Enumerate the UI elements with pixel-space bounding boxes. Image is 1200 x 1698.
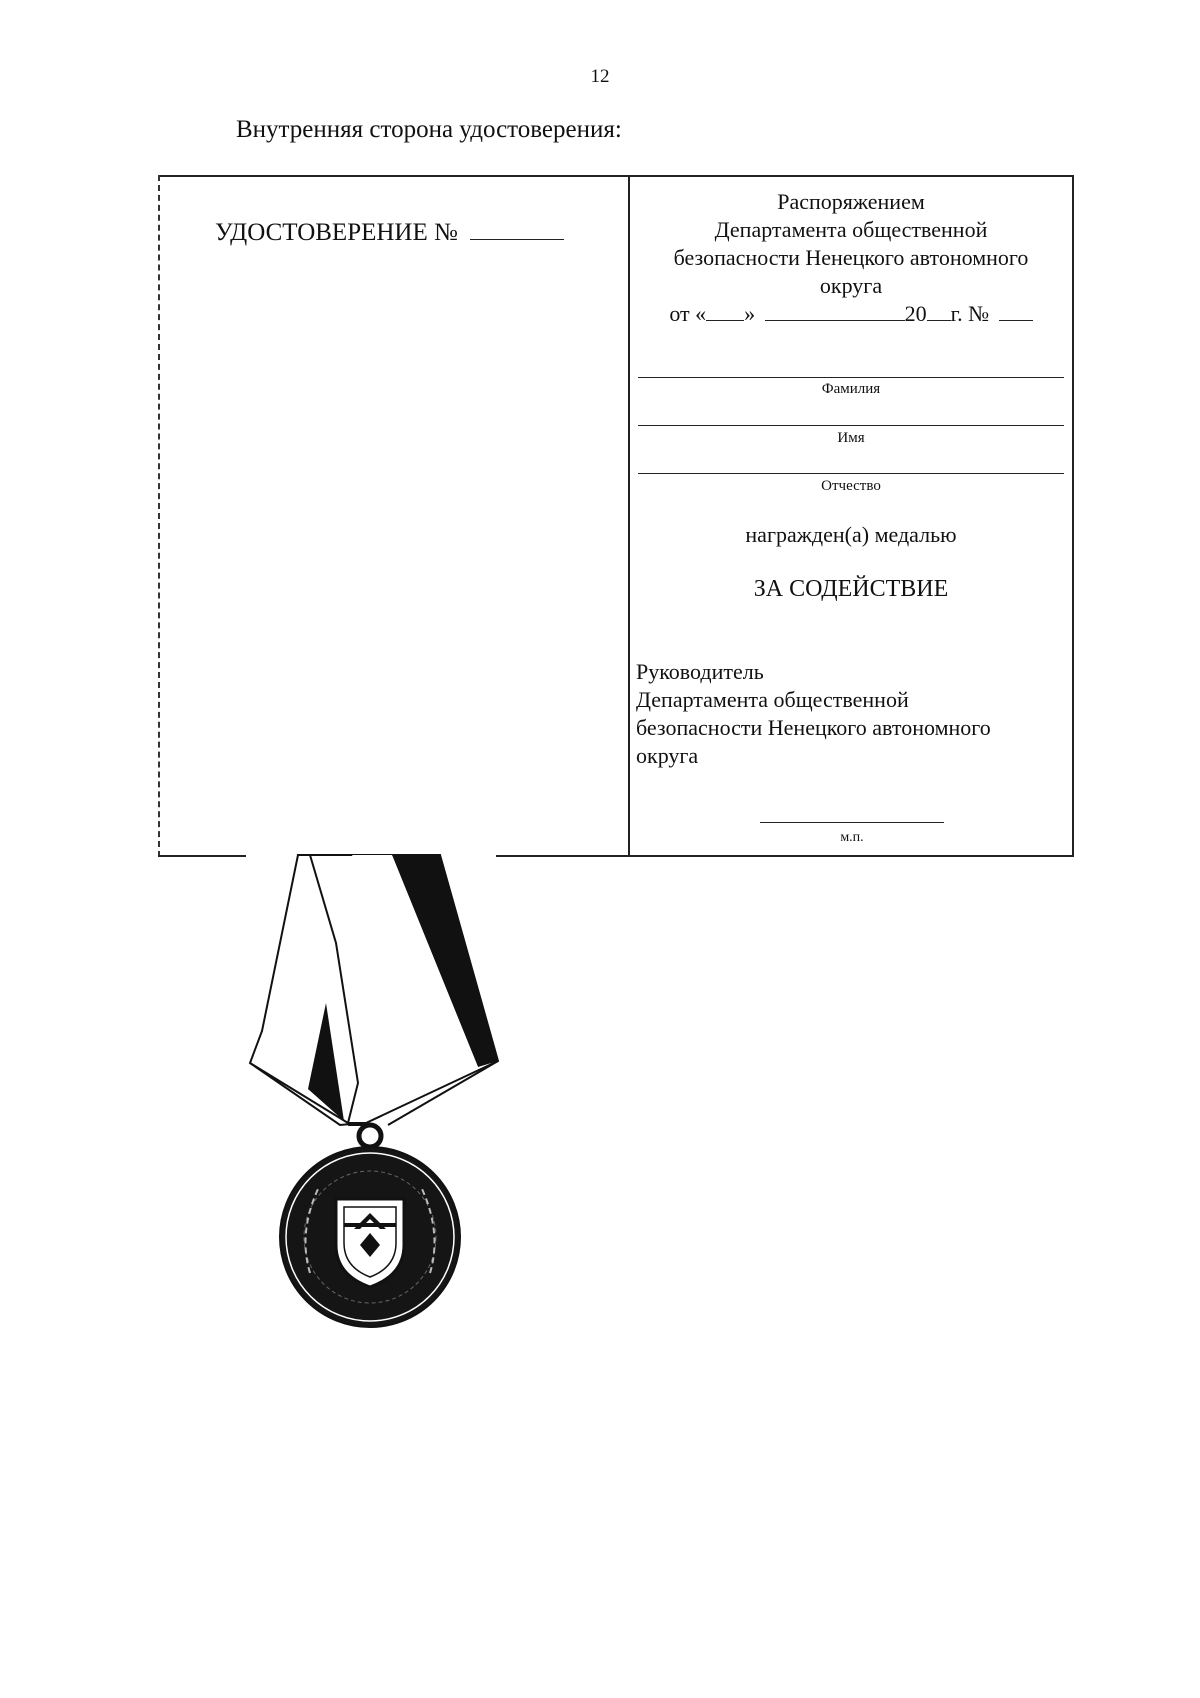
order-line: округа	[819, 273, 883, 298]
certificate-fold-divider	[628, 175, 630, 857]
patronymic-line	[638, 473, 1064, 474]
order-date	[636, 301, 1066, 327]
medal-title: ЗА СОДЕЙСТВИЕ	[753, 576, 949, 602]
month-blank	[765, 319, 905, 321]
certificate-left-edge	[158, 175, 160, 857]
year-prefix: 20	[904, 301, 927, 326]
certificate-number	[215, 219, 564, 247]
name-line	[638, 425, 1064, 426]
year-blank	[927, 319, 951, 321]
date-quote-close: »	[744, 301, 756, 326]
signer-line: округа	[636, 743, 699, 768]
awarded-text: награжден(а) медалью	[745, 522, 957, 547]
order-number-blank	[999, 319, 1033, 321]
signer-block	[636, 658, 1066, 770]
signer-line: Руководитель	[636, 659, 764, 684]
surname-caption: Фамилия	[821, 381, 881, 397]
signer-line: Департамента общественной	[636, 687, 909, 712]
order-line: Распоряжением	[777, 189, 925, 214]
year-suffix: г. №	[950, 301, 990, 326]
certificate-bottom-edge-right	[496, 855, 1074, 857]
order-block	[636, 188, 1066, 300]
order-line: безопасности Ненецкого автономного	[673, 245, 1029, 270]
page-number: 12	[590, 66, 610, 87]
medal-with-ribbon-icon	[240, 853, 500, 1338]
certificate-bottom-edge-left	[158, 855, 246, 857]
day-blank	[706, 319, 744, 321]
signer-line: безопасности Ненецкого автономного	[636, 715, 991, 740]
section-heading: Внутренняя сторона удостоверения:	[236, 116, 622, 143]
patronymic-caption: Отчество	[821, 478, 881, 494]
certificate-title: УДОСТОВЕРЕНИЕ №	[215, 219, 458, 246]
name-caption: Имя	[837, 430, 865, 446]
order-line: Департамента общественной	[714, 217, 988, 242]
stamp-caption: м.п.	[840, 830, 864, 845]
coat-of-arms-icon	[336, 1199, 404, 1287]
signature-line	[760, 822, 944, 823]
certificate-number-blank	[470, 238, 564, 240]
date-prefix: от «	[669, 301, 707, 326]
surname-line	[638, 377, 1064, 378]
